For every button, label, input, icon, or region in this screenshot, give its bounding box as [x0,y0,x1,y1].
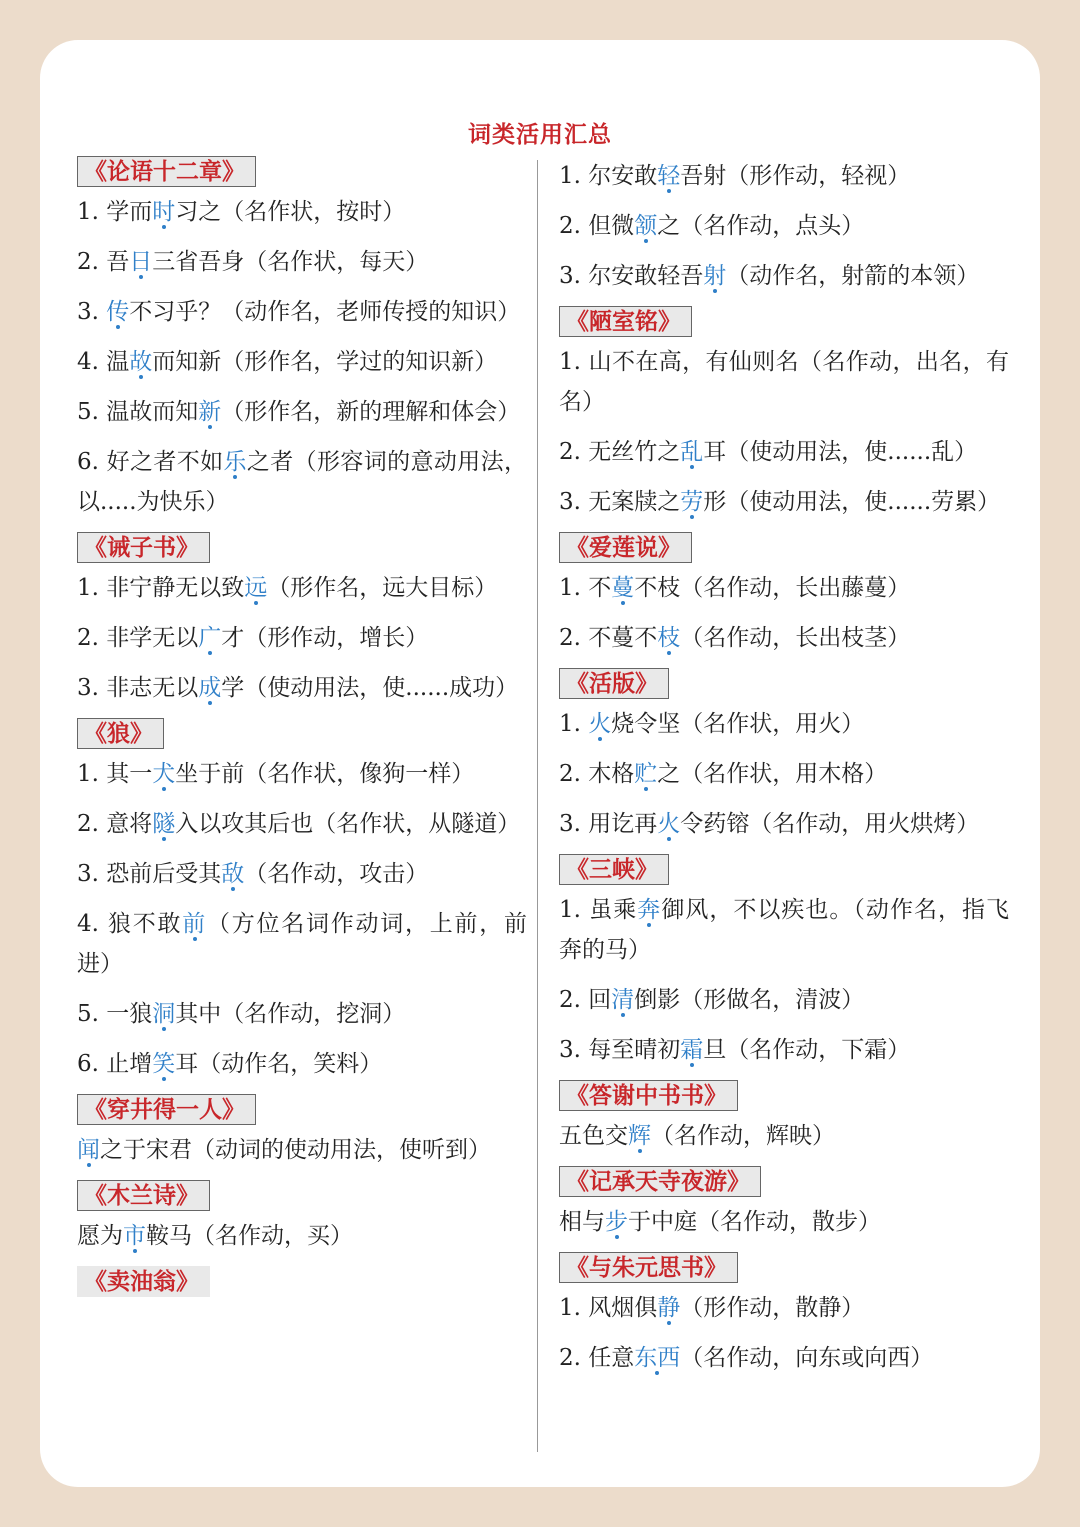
item-text: 2. 任意 [559,1345,635,1371]
item-text: 1. [559,711,589,737]
item-text: 2. 吾 [77,249,130,275]
item-text: 1. 其一 [77,761,153,787]
section-heading [77,718,164,749]
highlighted-word: 犬 [152,761,176,787]
item-text: （形作动，散静） [680,1295,865,1321]
section [77,1094,527,1170]
list-item [559,1338,1009,1378]
highlighted-word: 传 [106,299,130,325]
item-text: 3. 尔安敢轻吾 [559,263,704,289]
list-item [77,442,527,522]
item-text: （名作动，攻击） [244,861,429,887]
item-text: 4. 温 [77,349,130,375]
item-text: 1. 尔安敢 [559,163,658,189]
section-heading [559,306,692,337]
section-title: 《陋室铭》 [559,306,692,337]
highlighted-word: 日 [129,249,153,275]
highlighted-word: 轻 [657,163,681,189]
item-text: 之（名作状，用木格） [657,761,888,787]
item-text: 御风，不以疾也。（动作名，指飞奔的马） [559,897,1009,963]
list-item [559,156,1009,196]
item-text: 3. 无案牍之 [559,489,681,515]
list-item [77,904,527,984]
item-text: 鞍马（名作动，买） [146,1223,353,1249]
highlighted-word: 清 [611,987,635,1013]
item-text: 耳（动作名，笑料） [175,1051,383,1077]
list-item [559,432,1009,472]
item-text: 而知新（形作名，学过的知识新） [152,349,498,375]
section-title: 《记承天寺夜游》 [559,1166,761,1197]
right-column [559,156,1009,1388]
column-divider [537,160,538,1452]
item-text: 1. 非宁静无以致 [77,575,245,601]
item-text: 4. 狼不敢 [77,911,183,937]
highlighted-word: 成 [198,675,222,701]
section-heading [559,854,669,885]
item-text: 相与 [559,1209,605,1235]
left-column [77,156,527,1308]
item-text: （形作名，远大目标） [267,575,498,601]
item-text: （名作动，向东或向西） [680,1345,934,1371]
section [77,1180,527,1256]
highlighted-word: 劳 [680,489,704,515]
list-item [559,342,1009,422]
section-title: 《卖油翁》 [77,1266,210,1297]
item-text: 其中（名作动，挖洞） [175,1001,406,1027]
list-item [77,392,527,432]
section [559,532,1009,658]
section-heading [77,1180,210,1211]
highlighted-word: 新 [198,399,222,425]
item-text: 之于宋君（动词的使动用法，使听到） [100,1137,491,1163]
list-item [559,704,1009,744]
list-item [77,754,527,794]
section [559,1252,1009,1378]
highlighted-word: 远 [244,575,268,601]
highlighted-word: 静 [657,1295,681,1321]
item-text: 1. 不 [559,575,612,601]
item-text: 2. 不蔓不 [559,625,658,651]
item-text: 6. 好之者不如 [77,449,224,475]
item-text: 5. 一狼 [77,1001,153,1027]
list-item [559,754,1009,794]
section-heading [559,1080,738,1111]
list-item [77,1130,527,1170]
item-text: 3. 用讫再 [559,811,658,837]
item-text: 令药镕（名作动，用火烘烤） [680,811,980,837]
highlighted-word: 颔 [634,213,658,239]
page-title: 词类活用汇总 [468,121,612,148]
item-text: 1. 虽乘 [559,897,638,923]
highlighted-word: 东西 [634,1345,681,1371]
list-item [559,568,1009,608]
section-heading [77,156,256,187]
section [559,668,1009,844]
item-text: 2. 木格 [559,761,635,787]
list-item [77,854,527,894]
list-item [559,1288,1009,1328]
item-text: 才（形作动，增长） [221,625,429,651]
section-heading [559,532,692,563]
list-item [77,994,527,1034]
list-item [77,618,527,658]
list-item [77,292,527,332]
item-text: 不枝（名作动，长出藤蔓） [634,575,911,601]
section [77,1266,527,1302]
section [77,718,527,1084]
section [559,306,1009,522]
highlighted-word: 射 [703,263,727,289]
highlighted-word: 火 [588,711,612,737]
highlighted-word: 乱 [680,439,704,465]
highlighted-word: 洞 [152,1001,176,1027]
highlighted-word: 闻 [77,1137,100,1163]
highlighted-word: 辉 [628,1123,651,1149]
section-title: 《论语十二章》 [77,156,256,187]
item-text: 五色交 [559,1123,628,1149]
highlighted-word: 笑 [152,1051,176,1077]
highlighted-word: 前 [182,911,208,937]
highlighted-word: 故 [129,349,153,375]
highlighted-word: 步 [605,1209,628,1235]
item-text: 1. 山不在高，有仙则名（名作动，出名，有名） [559,349,1009,415]
item-text: 吾射（形作动，轻视） [680,163,911,189]
section-heading [559,668,669,699]
section-title: 《狼》 [77,718,164,749]
item-text: 三省吾身（名作状，每天） [152,249,429,275]
item-text: （名作动，长出枝茎） [680,625,911,651]
item-text: 习之（名作状，按时） [175,199,406,225]
item-text: 之（名作动，点头） [657,213,865,239]
list-item [559,482,1009,522]
section [77,532,527,708]
highlighted-word: 蔓 [611,575,635,601]
section-title: 《爱莲说》 [559,532,692,563]
list-item [559,1202,1009,1242]
section-title: 《木兰诗》 [77,1180,210,1211]
list-item [559,804,1009,844]
list-item [559,1030,1009,1070]
section [77,156,527,522]
item-text: 2. 非学无以 [77,625,199,651]
highlighted-word: 贮 [634,761,658,787]
section-heading [559,1252,738,1283]
item-text: 愿为 [77,1223,123,1249]
list-item [559,206,1009,246]
list-item [559,618,1009,658]
highlighted-word: 时 [152,199,176,225]
highlighted-word: 霜 [680,1037,704,1063]
list-item [559,980,1009,1020]
highlighted-word: 火 [657,811,681,837]
list-item [77,804,527,844]
item-text: （形作名，新的理解和体会） [221,399,521,425]
section-title: 《诫子书》 [77,532,210,563]
item-text: 学（使动用法，使......成功） [221,675,519,701]
item-text: 倒影（形做名，清波） [634,987,865,1013]
list-item [559,890,1009,970]
list-item [77,1044,527,1084]
item-text: 烧令坚（名作状，用火） [611,711,865,737]
item-text: （方位名词作动词，上前，前进） [77,911,528,977]
highlighted-word: 隧 [152,811,176,837]
item-text: 5. 温故而知 [77,399,199,425]
item-text: 坐于前（名作状，像狗一样） [175,761,475,787]
item-text: 2. 回 [559,987,612,1013]
list-item [77,242,527,282]
section-title: 《三峡》 [559,854,669,885]
item-text: 于中庭（名作动，散步） [628,1209,881,1235]
section [559,854,1009,1070]
list-item [77,192,527,232]
section-heading [77,1266,210,1297]
item-text: 旦（名作动，下霜） [703,1037,911,1063]
section-title: 《与朱元思书》 [559,1252,738,1283]
item-text: 之者（形容词的意动用法，以.....为快乐） [77,449,528,515]
highlighted-word: 市 [123,1223,146,1249]
item-text: 3. 非志无以 [77,675,199,701]
highlighted-word: 枝 [657,625,681,651]
item-text: 1. 风烟俱 [559,1295,658,1321]
item-text: 2. 但微 [559,213,635,239]
item-text: （动作名，射箭的本领） [726,263,980,289]
item-text: （名作动，辉映） [651,1123,835,1149]
item-text: 入以攻其后也（名作状，从隧道） [175,811,521,837]
item-text: 3. 恐前后受其 [77,861,222,887]
list-item [77,342,527,382]
highlighted-word: 广 [198,625,222,651]
section-title: 《穿井得一人》 [77,1094,256,1125]
section-title: 《答谢中书书》 [559,1080,738,1111]
item-text: 1. 学而 [77,199,153,225]
section [559,1080,1009,1156]
item-text: 不习乎？（动作名，老师传授的知识） [129,299,521,325]
item-text: 形（使动用法，使......劳累） [703,489,1001,515]
list-item [559,256,1009,296]
item-text: 2. 无丝竹之 [559,439,681,465]
section [559,1166,1009,1242]
item-text: 3. [77,299,107,325]
highlighted-word: 奔 [637,897,662,923]
item-text: 2. 意将 [77,811,153,837]
list-item [559,1116,1009,1156]
section-heading [77,532,210,563]
item-text: 6. 止增 [77,1051,153,1077]
list-item [77,568,527,608]
highlighted-word: 乐 [223,449,247,475]
item-text: 3. 每至晴初 [559,1037,681,1063]
section [559,156,1009,296]
list-item [77,1216,527,1256]
list-item [77,668,527,708]
item-text: 耳（使动用法，使......乱） [703,439,978,465]
highlighted-word: 敌 [221,861,245,887]
section-title: 《活版》 [559,668,669,699]
section-heading [559,1166,761,1197]
section-heading [77,1094,256,1125]
